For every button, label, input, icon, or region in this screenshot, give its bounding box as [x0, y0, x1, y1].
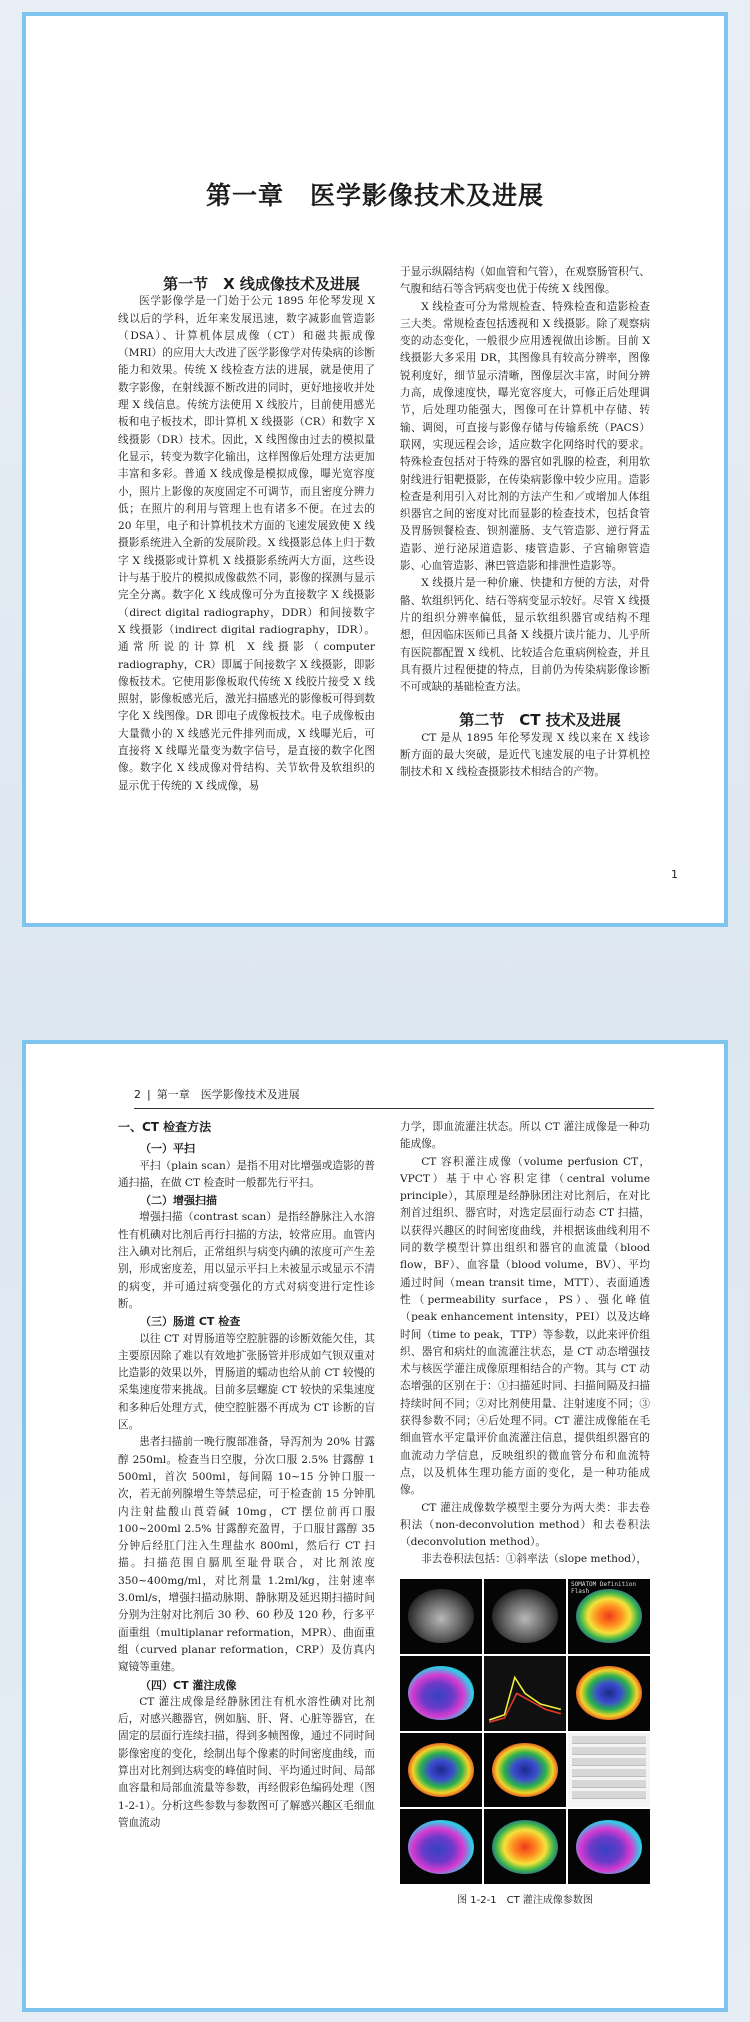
paragraph: 以往 CT 对胃肠道等空腔脏器的诊断效能欠佳，其主要原因除了难以有效地扩张肠管并形成如气钡双重对比造影的效果以外，胃肠道的蠕动也给从前 CT 较慢的采集速度带来挑战。目前多层螺旋 CT 较快的采集速度和多种后处理方式，使空腔脏器不再成为 CT 诊断的盲区。	[118, 1332, 375, 1432]
right-paragraphs-b	[400, 730, 650, 782]
section-heading: 一、CT 检查方法	[118, 1120, 212, 1134]
paragraph: 非去卷积法包括：①斜率法（slope method），	[421, 1553, 647, 1566]
paragraph: X 线检查可分为常规检查、特殊检查和造影检查三大类。常规检查包括透视和 X 线摄影。除了观察病变的动态变化，一般很少应用透视做出诊断。目前 X 线摄影大多采用 DR，其图像具有较高分辨率，图像锐利度好，细节显示清晰，图像层次丰富，时间分辨力高，成像速度快，曝光宽容度大，可修正后处理调节，后处理功能强大，图像可在计算机中存储、转输、调阅，可直接与影像存储与传输系统（PACS）联网，实现远程会诊，适应数字化网络时代的要求。特殊检查包括对于特殊的器官如乳腺的检查，利用软射线进行钼靶摄影，在传染病影像中较少应用。造影检查是利用引入对比剂的方法产生和／或增加人体组织器官之间的密度对比而显影的检查技术，包括食管及胃肠钡餐检查、钡剂灌肠、支气管造影、逆行肾盂造影、逆行泌尿道造影、瘘管造影、子宫输卵管造影、心血管造影、淋巴管造影和排泄性造影等。	[400, 300, 650, 573]
subsection-heading: （一）平扫	[140, 1142, 195, 1156]
ct-scan-panel	[568, 1579, 650, 1654]
left-blocks	[118, 1119, 375, 1832]
paragraph: 力学，即血流灌注状态。所以 CT 灌注成像是一种功能成像。	[400, 1121, 650, 1151]
page-one-left-column	[118, 276, 375, 876]
page-two	[22, 1040, 728, 2012]
ct-scan-panel	[400, 1579, 482, 1654]
section-one-title: 第一节 X 线成像技术及进展	[163, 276, 360, 293]
page-number: 1	[671, 868, 678, 881]
ct-scan-panel	[400, 1656, 482, 1731]
page-one	[22, 12, 728, 927]
paragraph: X 线摄片是一种价廉、快捷和方便的方法，对骨骼、软组织钙化、结石等病变显示较好。尽管 X 线摄片的组织分辨率偏低，显示软组织器官或结构不理想，但因临床医师已具备 X 线摄片读片能力、儿乎所有医院都配置 X 线机、比较适合危重病例检查，并且具有摄片过程便捷的特点，目前仍为传染病影像诊断不可或缺的基础检查方法。	[400, 577, 650, 694]
left-paragraphs	[118, 293, 375, 795]
right-paragraphs-a	[400, 264, 650, 696]
running-head-number: 2	[134, 1088, 141, 1101]
scanner-label: SOMATOM Definition Flash	[571, 1581, 637, 1595]
parameter-table-panel	[568, 1733, 650, 1808]
ct-scan-panel	[484, 1733, 566, 1808]
ct-scan-panel	[568, 1656, 650, 1731]
paragraph: 于显示纵隔结构（如血管和气管），在观察肠管积气、气腹和结石等含钙病变也优于传统 X 线图像。	[400, 266, 650, 296]
paragraph: 增强扫描（contrast scan）是指经静脉注入水溶性有机碘对比剂后再行扫描的方法，较常应用。血管内注入碘对比剂后，正常组织与病变内碘的浓度可产生差别，形成密度差，用以显示平扫上未被显示或显示不清的病变，并可通过病变强化的方式对病变进行定性诊断。	[118, 1211, 375, 1310]
running-head-chapter: 第一章 医学影像技术及进展	[156, 1088, 300, 1101]
paragraph: CT 灌注成像是经静脉团注有机水溶性碘对比剂后，对感兴趣器官，例如脑、肝、肾、心脏等器官，在固定的层面行连续扫描，得到多帧图像，通过不同时间影像密度的变化，绘制出每个像素的时间密度曲线，而算出对比剂到达病变的峰值时间、平均通过时间、局部血容量和局部血流量等参数，再经假彩色编码处理（图 1-2-1）。分析这些参数与参数图可了解感兴趣区毛细血管血流动	[118, 1695, 375, 1829]
time-density-chart	[484, 1656, 566, 1731]
ct-scan-panel	[400, 1733, 482, 1808]
paragraph: 患者扫描前一晚行腹部准备，导泻剂为 20% 甘露醇 250ml。检查当日空腹，分次口服 2.5% 甘露醇 1 500ml，首次 500ml，每间隔 10~15 分钟口服一次，若无前列腺增生等禁忌症，可于检查前 15 分钟肌内注射盐酸山莨菪碱 10mg，CT 摆位前再口服 100~200ml 2.5% 甘露醇充盈胃，于口服甘露醇 35 分钟后经肛门注入生理盐水 800ml，然后行 CT 扫描。扫描范围自膈肌至耻骨联合，对比剂浓度 350~400mg/ml，对比剂量 1.2ml/kg，注射速率 3.0ml/s，增强扫描动脉期、静脉期及延迟期扫描时间分别为注射对比剂后 30 秒、60 秒及 120 秒，行多平面重组（multiplanar reformation，MPR）、曲面重组（curved planar reformation，CRP）及仿真内窥镜等重建。	[118, 1436, 375, 1674]
ct-scan-panel	[568, 1809, 650, 1884]
paragraph: CT 灌注成像数学模型主要分为两大类：非去卷积法（non-deconvolution method）和去卷积法（deconvolution method）。	[400, 1501, 650, 1549]
page-one-right-column	[400, 264, 650, 884]
chapter-title: 第一章 医学影像技术及进展	[205, 181, 544, 210]
subsection-heading: （二）增强扫描	[140, 1194, 217, 1208]
paragraph: 医学影像学是一门始于公元 1895 年伦琴发现 X 线以后的学科，近年来发展迅速，数字减影血管造影（DSA）、计算机体层成像（CT）和磁共振成像（MRI）的应用大大改进了医学影像学对传染病的诊断能力和效果。传统 X 线检查方法的进展，就是使用了数字影像，在射线源不断改进的同时，更好地接收并处理 X 线信息。传统方法使用 X 线胶片，目前使用感光板和电子板技术，即计算机 X 线摄影（CR）和数字 X 线摄影（DR）技术。因此，X 线图像由过去的模拟量化显示，转变为数字化输出，这样图像后处理方法更加丰富和多彩。普通 X 线成像是模拟成像，曝光宽容度小，照片上影像的灰度固定不可调节，而且密度分辨力低；在照片的利用与管理上也有诸多不便。在过去的 20 年里，电子和计算机技术方面的飞速发展致使 X 线摄影系统进入全新的发展阶段。X 线摄影总体上归于数字 X 线摄影或计算机 X 线摄影系统两大方面，这些设计与基于胶片的模拟成像截然不同，影像的探测与显示完全分离。数字化 X 线成像可分为直接数字 X 线摄影（direct digital radiography，DDR）和间接数字 X 线摄影（indirect digital radiography，IDR）。通常所说的计算机 X 线摄影（computer radiography，CR）即属于间接数字 X 线摄影，即影像板技术。它使用影像板取代传统 X 线胶片接受 X 线照射，影像板感光后，激光扫描感光的影像板可得到数字化 X 线图像。DR 即电子成像板技术。电子成像板由大量微小的 X 线感光元件排列而成，X 线曝光后，可直接将 X 线曝光量变为数字信号，是直接的数字化图像。数字化 X 线成像对骨结构、关节软骨及软组织的显示优于传统的 X 线成像，易	[118, 295, 375, 792]
figure-caption: 图 1-2-1 CT 灌注成像参数图	[457, 1895, 593, 1906]
section-two-title: 第二节 CT 技术及进展	[459, 711, 621, 730]
ct-scan-panel	[400, 1809, 482, 1884]
subsection-heading: （三）肠道 CT 检查	[140, 1315, 241, 1329]
page-two-left-column	[118, 1119, 375, 1989]
subsection-heading: （四）CT 灌注成像	[140, 1678, 237, 1692]
ct-scan-panel	[484, 1809, 566, 1884]
right-paragraphs	[400, 1119, 650, 1569]
page-two-right-column	[400, 1119, 650, 1571]
ct-scan-panel	[484, 1579, 566, 1654]
running-head: 2 | 第一章 医学影像技术及进展	[134, 1086, 654, 1109]
paragraph: CT 容积灌注成像（volume perfusion CT，VPCT）基于中心容积定律（central volume principle），其原理是经静脉团注对比剂后，在对比剂首过组织、器官时，对选定层面行动态 CT 扫描，以获得兴趣区的时间密度曲线，并根据该曲线利用不同的数学模型计算出组织和器官的血流量（blood flow，BF）、血容量（blood volume，BV）、平均通过时间（mean transit time，MTT）、表面通透性（permeability surface，PS）、强化峰值（peak enhancement intensity，PEI）以及达峰时间（time to peak，TTP）等参数，以此来评价组织、器官和病灶的血流灌注状态，是 CT 动态增强技术与核医学灌注成像原理相结合的产物。其与 CT 动态增强的区别在于：①扫描延时同、扫描间隔及扫描持续时间不同；②对比剂使用量、注射速度不同；③获得参数不同；④后处理不同。CT 灌注成像能在毛细血管水平定量评价血流灌注信息，提供组织器官的血流动力学信息，反映组织的微血管分布和血流特点，以及机体生理功能方面的变化，是一种功能成像。	[400, 1155, 650, 1497]
paragraph: 平扫（plain scan）是指不用对比增强或造影的普通扫描，在做 CT 检查时一般都先行平扫。	[118, 1159, 375, 1189]
paragraph: CT 是从 1895 年伦琴发现 X 线以来在 X 线诊断方面的最大突破，是近代飞速发展的电子计算机控制技术和 X 线检查摄影技术相结合的产物。	[400, 731, 650, 779]
ct-perfusion-figure	[400, 1579, 650, 1884]
